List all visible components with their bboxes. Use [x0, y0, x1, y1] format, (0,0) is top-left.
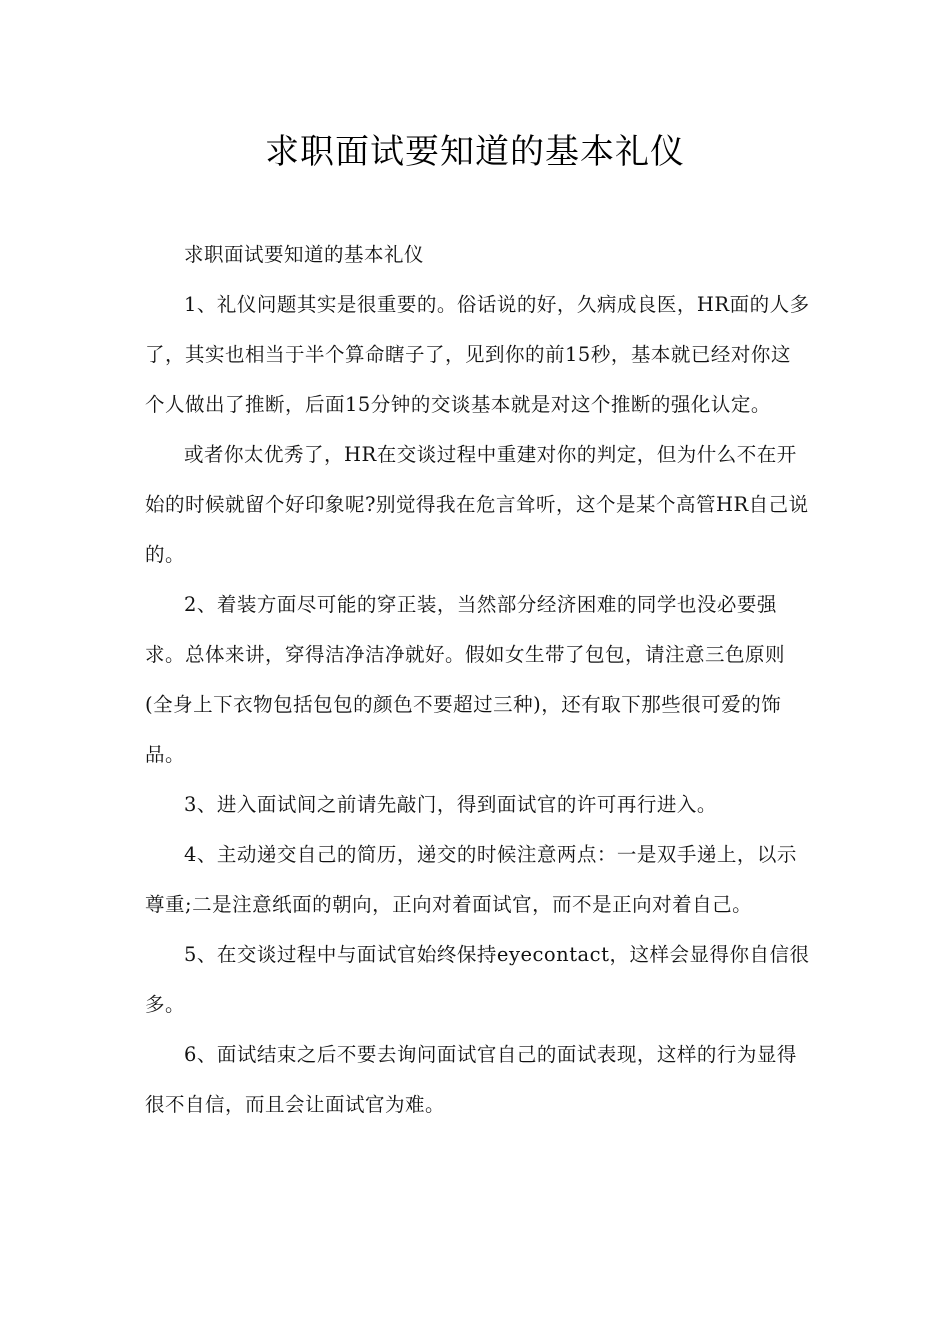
paragraph-item-2: 2、着装方面尽可能的穿正装，当然部分经济困难的同学也没必要强求。总体来讲，穿得洁净洁净就好。假如女生带了包包，请注意三色原则(全身上下衣物包括包包的颜色不要超过三种)，还有取下那些很可爱的饰品。 — [145, 593, 786, 766]
paragraph-item-6: 6、面试结束之后不要去询问面试官自己的面试表现，这样的行为显得很不自信，而且会让面试官为难。 — [145, 1043, 797, 1116]
paragraph-subtitle: 求职面试要知道的基本礼仪 — [184, 243, 425, 266]
paragraph-item-1: 1、礼仪问题其实是很重要的。俗话说的好，久病成良医，HR面的人多了，其实也相当于半个算命瞎子了，见到你的前15秒，基本就已经对你这个人做出了推断，后面15分钟的交谈基本就是对这个推断的强化认定。 — [145, 293, 810, 416]
paragraph-item-3: 3、进入面试间之前请先敲门，得到面试官的许可再行进入。 — [184, 793, 717, 816]
document-body — [145, 230, 810, 1130]
document-title: 求职面试要知道的基本礼仪 — [265, 132, 685, 172]
paragraph-item-5: 5、在交谈过程中与面试官始终保持eyecontact，这样会显得你自信很多。 — [145, 943, 810, 1016]
paragraph-item-4: 4、主动递交自己的简历，递交的时候注意两点：一是双手递上，以示尊重;二是注意纸面的朝向，正向对着面试官，而不是正向对着自己。 — [145, 843, 797, 916]
paragraph-item-1-continued: 或者你太优秀了，HR在交谈过程中重建对你的判定，但为什么不在开始的时候就留个好印象呢?别觉得我在危言耸听，这个是某个高管HR自己说的。 — [145, 443, 809, 566]
